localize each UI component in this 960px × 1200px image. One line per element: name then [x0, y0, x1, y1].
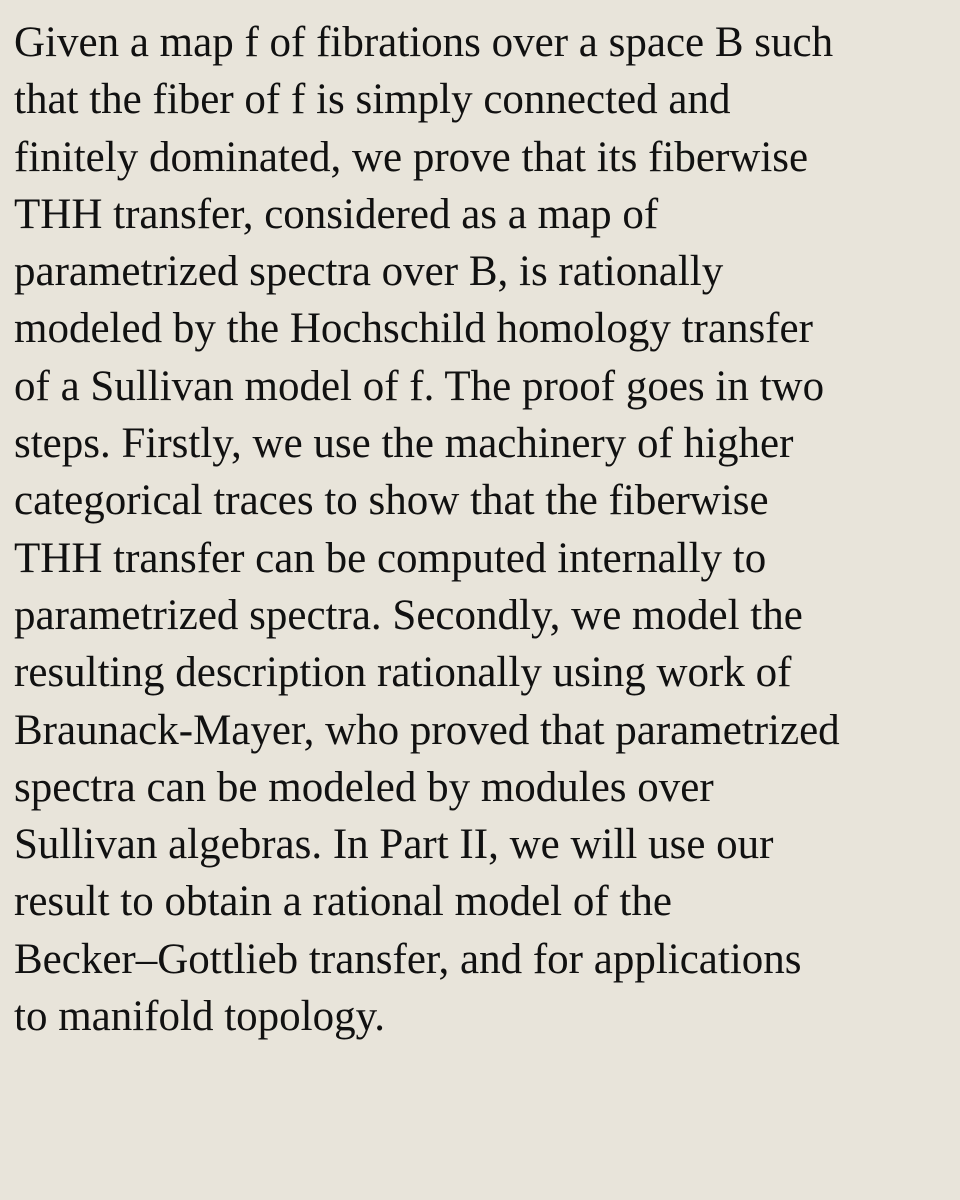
text-line: parametrized spectra over B, is rationally	[14, 248, 724, 296]
text-line: Sullivan algebras. In Part II, we will use our	[14, 821, 774, 869]
text-line: resulting description rationally using work of	[14, 649, 792, 697]
text-line: modeled by the Hochschild homology transfer	[14, 305, 813, 353]
text-line: parametrized spectra. Secondly, we model the	[14, 591, 803, 639]
text-line: that the fiber of f is simply connected and	[14, 76, 731, 124]
text-line: THH transfer can be computed internally to	[14, 534, 767, 582]
text-line: Becker–Gottlieb transfer, and for applications	[14, 935, 802, 983]
text-line: spectra can be modeled by modules over	[14, 763, 714, 811]
text-line: of a Sullivan model of f. The proof goes in two	[14, 362, 825, 410]
abstract-text	[14, 14, 954, 1045]
text-line: Braunack-Mayer, who proved that parametrized	[14, 706, 840, 754]
text-line: to manifold topology.	[14, 993, 386, 1041]
text-line: Given a map f of fibrations over a space B such	[14, 19, 834, 66]
text-line: finitely dominated, we prove that its fiberwise	[14, 133, 809, 181]
text-line: categorical traces to show that the fiberwise	[14, 477, 769, 525]
text-line: steps. Firstly, we use the machinery of higher	[14, 420, 794, 468]
text-line: THH transfer, considered as a map of	[14, 190, 659, 238]
text-line: result to obtain a rational model of the	[14, 878, 672, 926]
